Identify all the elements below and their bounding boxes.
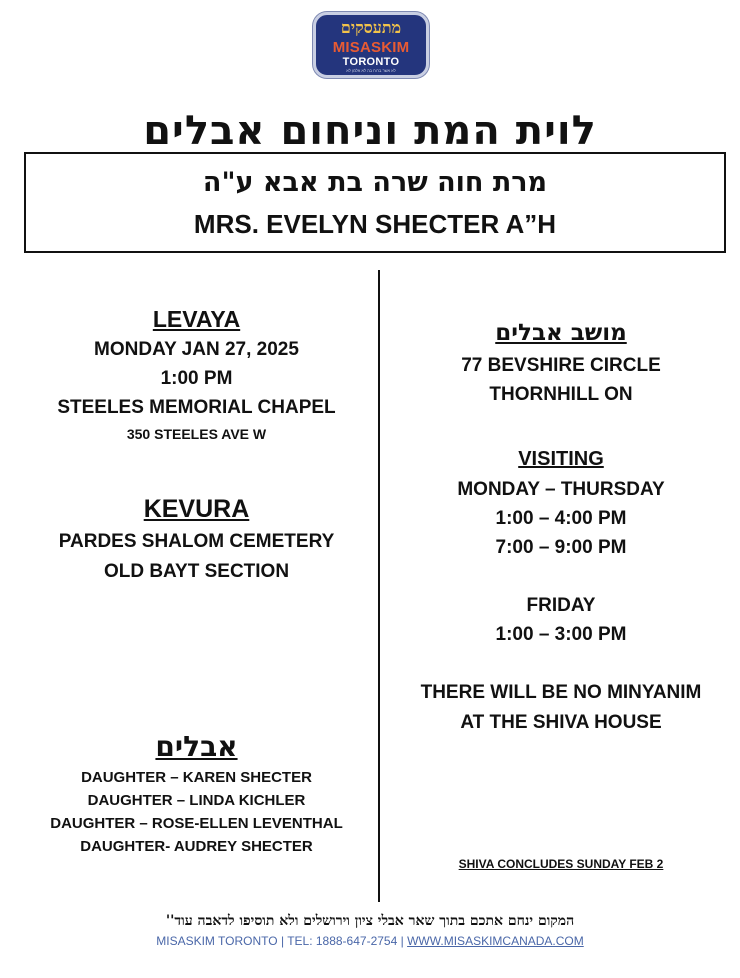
shiva-concludes: SHIVA CONCLUDES SUNDAY FEB 2	[458, 857, 664, 871]
mourners-heading: אבלים	[155, 730, 238, 763]
shiva-address-line2: THORNHILL ON	[489, 384, 633, 405]
levaya-address: 350 STEELES AVE W	[126, 426, 267, 442]
minyanim-notice-line2: AT THE SHIVA HOUSE	[460, 712, 662, 733]
mourner-item: DAUGHTER – LINDA KICHLER	[87, 792, 306, 809]
footer-hebrew-blessing: המקום ינחם אתכם בתוך שאר אבלי ציון וירושלים ולא תוסיפו לדאבה עוד''	[165, 913, 575, 929]
levaya-place: STEELES MEMORIAL CHAPEL	[57, 397, 336, 418]
logo-tagline: לא אשר ברוח בה לא אלמן לא	[346, 68, 396, 73]
page-title: לוית המת וניחום אבלים	[143, 108, 597, 154]
footer-org: MISASKIM TORONTO	[156, 934, 278, 948]
footer-website-link[interactable]: WWW.MISASKIMCANADA.COM	[407, 934, 584, 948]
shiva-heading: מושב אבלים	[495, 320, 627, 346]
footer-separator: |	[397, 934, 408, 948]
visiting-time-1: 1:00 – 4:00 PM	[495, 508, 627, 529]
kevura-section: OLD BAYT SECTION	[103, 561, 290, 582]
deceased-name-english: MRS. EVELYN SHECTER A”H	[193, 209, 557, 239]
footer-contact	[0, 934, 740, 948]
visiting-heading: VISITING	[518, 448, 604, 470]
kevura-place: PARDES SHALOM CEMETERY	[58, 531, 335, 552]
visiting-time-2: 7:00 – 9:00 PM	[495, 537, 627, 558]
friday-time: 1:00 – 3:00 PM	[495, 624, 627, 645]
shiva-address-line1: 77 BEVSHIRE CIRCLE	[461, 355, 661, 376]
footer-separator: |	[277, 934, 288, 948]
friday-label: FRIDAY	[526, 595, 596, 616]
mourner-item: DAUGHTER – KAREN SHECTER	[81, 769, 312, 786]
kevura-heading: KEVURA	[143, 495, 250, 523]
deceased-name-hebrew: מרת חוה שרה בת אבא ע"ה	[202, 167, 548, 198]
levaya-date: MONDAY JAN 27, 2025	[94, 339, 299, 360]
minyanim-notice-line1: THERE WILL BE NO MINYANIM	[420, 682, 702, 703]
logo-hebrew: מתעסקים	[340, 18, 402, 37]
deceased-name-box	[24, 152, 726, 253]
footer-phone: TEL: 1888-647-2754	[287, 934, 398, 948]
logo-city: TORONTO	[342, 56, 400, 68]
levaya-time: 1:00 PM	[160, 368, 233, 389]
column-divider	[378, 270, 380, 902]
logo-brand: MISASKIM	[332, 39, 410, 56]
levaya-heading: LEVAYA	[152, 306, 241, 332]
misaskim-logo	[313, 12, 429, 78]
mourner-item: DAUGHTER- AUDREY SHECTER	[80, 838, 313, 855]
visiting-days: MONDAY – THURSDAY	[457, 479, 665, 500]
mourner-item: DAUGHTER – ROSE-ELLEN LEVENTHAL	[50, 815, 343, 832]
